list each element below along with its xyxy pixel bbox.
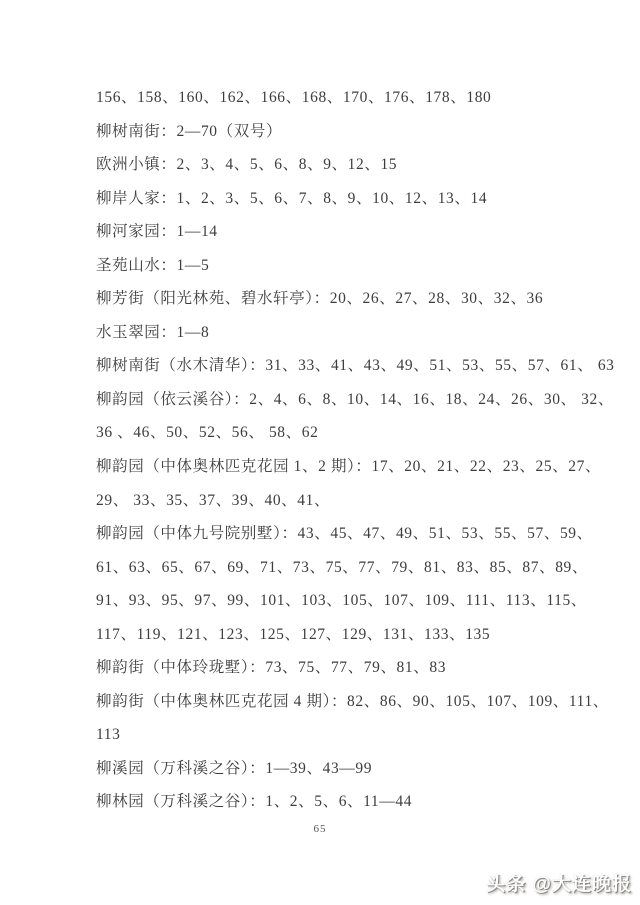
document-line: 117、119、121、123、125、127、129、131、133、135 [96, 625, 491, 643]
toutiao-watermark: 头条 @大连晚报 [486, 874, 632, 895]
document-line: 柳韵园（依云溪谷）：2、4、6、8、10、14、16、18、24、26、30、 32、 [96, 390, 614, 408]
document-line: 29、 33、35、37、39、40、41、 [96, 491, 331, 509]
document-line: 圣苑山水：1—5 [96, 256, 210, 274]
document-line: 水玉翠园：1—8 [96, 323, 210, 341]
document-line: 113 [96, 726, 121, 744]
document-lines [96, 81, 615, 819]
document-line: 柳韵街（中体玲珑墅）：73、75、77、79、81、83 [96, 659, 447, 677]
document-line: 36 、46、50、52、56、 58、62 [96, 424, 319, 442]
document-line: 柳树南街：2—70（双号） [96, 122, 283, 140]
document-line: 柳韵园（中体奥林匹克花园 1、2 期）：17、20、21、22、23、25、27、 [96, 458, 602, 476]
document-line: 柳韵园（中体九号院别墅）：43、45、47、49、51、53、55、57、59、 [96, 525, 593, 543]
document-line: 91、93、95、97、99、101、103、105、107、109、111、113、115、 [96, 592, 587, 610]
document-line: 柳芳街（阳光林苑、碧水轩亭）：20、26、27、28、30、32、36 [96, 290, 544, 308]
document-line: 柳韵街（中体奥林匹克花园 4 期）：82、86、90、105、107、109、111、 [96, 692, 609, 710]
document-line: 柳河家园：1—14 [96, 223, 218, 241]
page-number: 65 [313, 823, 327, 835]
document-line: 156、158、160、162、166、168、170、176、178、180 [96, 89, 492, 106]
document-line: 61、63、65、67、69、71、73、75、77、79、81、83、85、87、89、 [96, 558, 589, 576]
document-line: 柳溪园（万科溪之谷）：1—39、43—99 [96, 759, 373, 777]
document-line: 欧洲小镇：2、3、4、5、6、8、9、12、15 [96, 156, 398, 174]
document-line: 柳林园（万科溪之谷）：1、2、5、6、11—44 [96, 793, 413, 811]
document-line: 柳岸人家：1、2、3、5、6、7、8、9、10、12、13、14 [96, 189, 488, 207]
document-line: 柳树南街（水木清华）：31、33、41、43、49、51、53、55、57、61、 63 [96, 357, 615, 375]
